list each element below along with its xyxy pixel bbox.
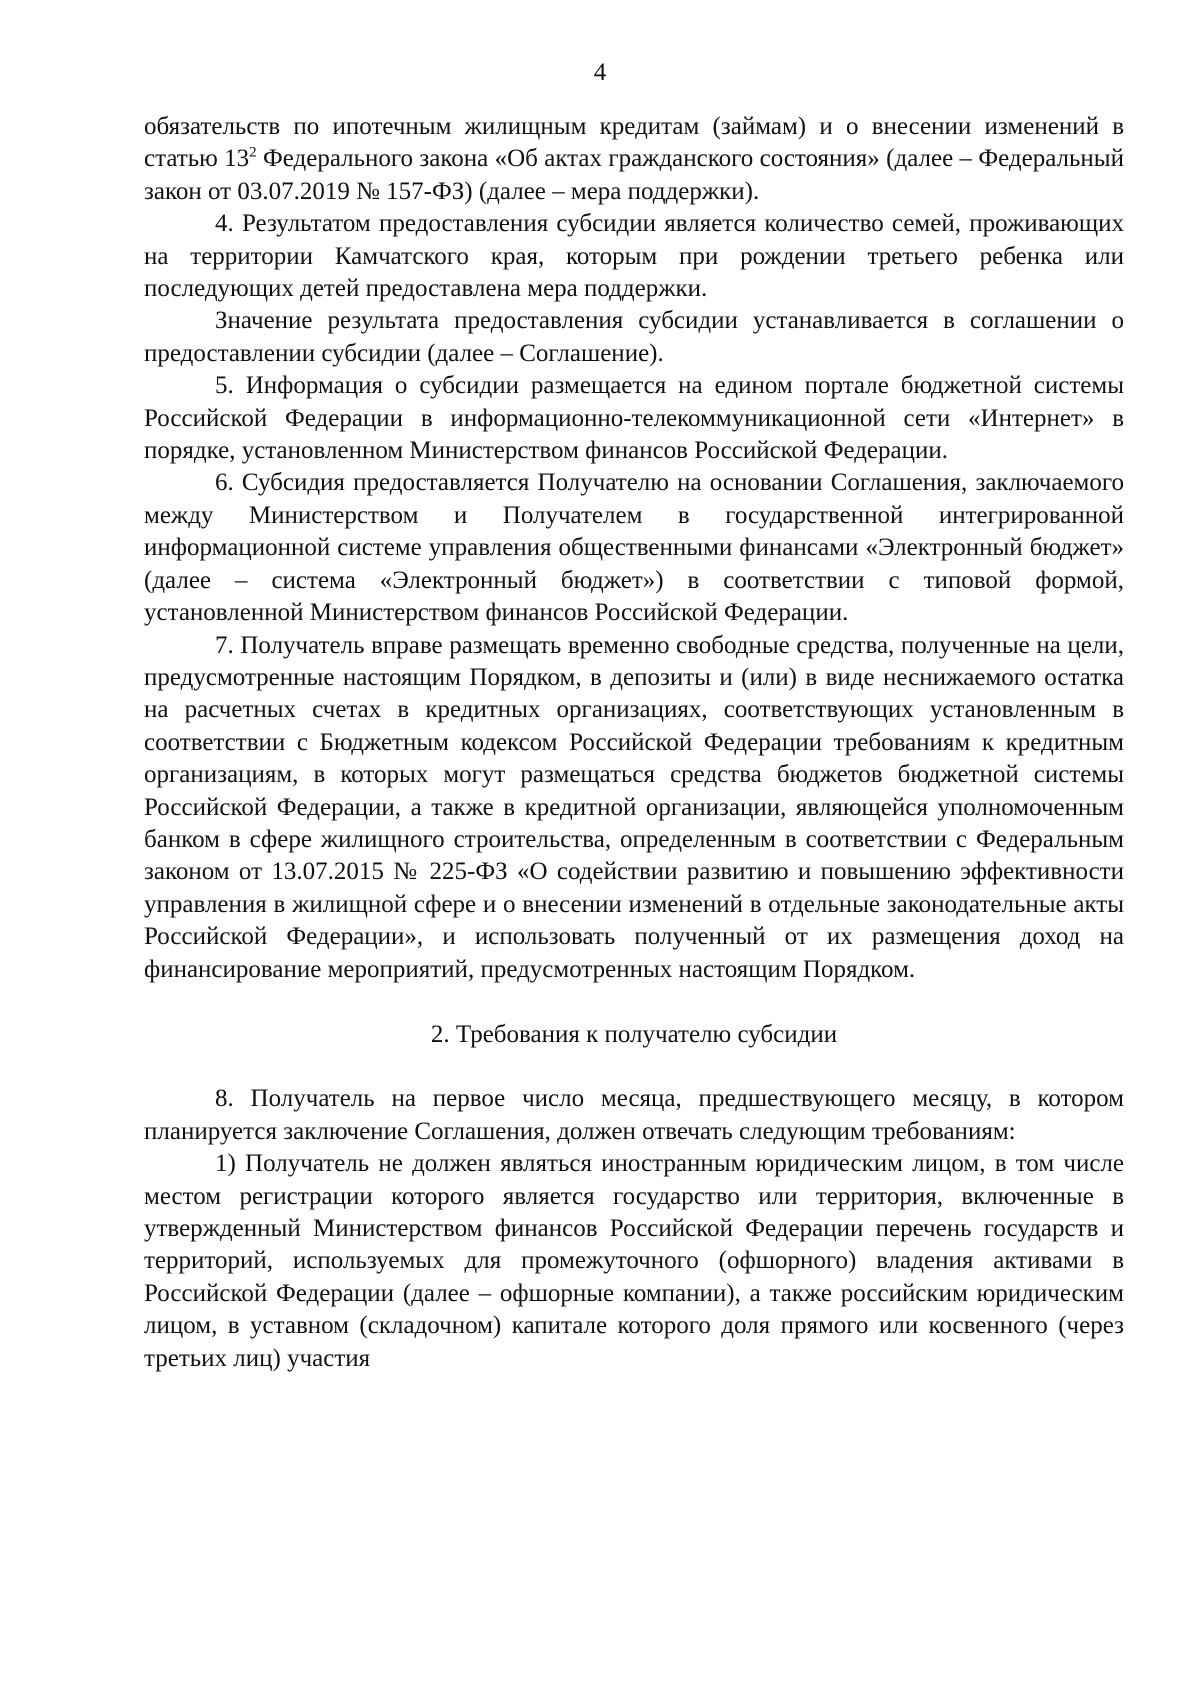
paragraph-4: 4. Результатом предоставления субсидии является количество семей, проживающих на территории Камчатского края, которым при рождении третьего ребенка или последующих детей предоставлена мера поддержки. (144, 210, 1124, 303)
paragraph-6: 6. Субсидия предоставляется Получателю на основании Соглашения, заключаемого между Министерством и Получателем в государственной интегрированной информационной системе управления общественными финансами «Электронный бюджет» (далее – система «Электронный бюджет») в соответствии с типовой формой, установленной Министерством финансов Российской Федерации. (144, 469, 1124, 627)
paragraph-4-value: Значение результата предоставления субсидии устанавливается в соглашении о предоставлении субсидии (далее – Соглашение). (144, 307, 1124, 367)
paragraph-5: 5. Информация о субсидии размещается на едином портале бюджетной системы Российской Федерации в информационно-телекоммуникационной сети «Интернет» в порядке, установленном Министерством финансов Российской Федерации. (144, 372, 1124, 465)
paragraph-8: 8. Получатель на первое число месяца, предшествующего месяцу, в котором планируется заключение Соглашения, должен отвечать следующим требованиям: (144, 1085, 1124, 1145)
paragraph-continuation (144, 111, 1124, 208)
paragraph-8-item-1: 1) Получатель не должен являться иностранным юридическим лицом, в том числе местом регистрации которого является государство или территория, включенные в утвержденный Министерством финансов Российской Федерации перечень государств и территорий, используемых для промежуточного (офшорного) владения активами в Российской Федерации (далее – офшорные компании), а также российским юридическим лицом, в уставном (складочном) капитале которого доля прямого или косвенного (через третьих лиц) участия (144, 1150, 1124, 1372)
document-body (144, 111, 1124, 1375)
section-heading: 2. Требования к получателю субсидии (430, 1020, 838, 1048)
paragraph-text: обязательств по ипотечным жилищным кредитам (займам) и о внесении изменений в статью 13 (144, 113, 1124, 173)
paragraph-text: Федерального закона «Об актах гражданского состояния» (далее – Федеральный закон от 03.07.2019 № 157-ФЗ) (далее – мера поддержки). (144, 145, 1124, 205)
paragraph-7: 7. Получатель вправе размещать временно свободные средства, полученные на цели, предусмотренные настоящим Порядком, в депозиты и (или) в виде неснижаемого остатка на расчетных счетах в кредитных организациях, соответствующих установленным в соответствии с Бюджетным кодексом Российской Федерации требованиям к кредитным организациям, в которых могут размещаться средства бюджетов бюджетной системы Российской Федерации, а также в кредитной организации, являющейся уполномоченным банком в сфере жилищного строительства, определенным в соответствии с Федеральным законом от 13.07.2015 № 225-ФЗ «О содействии развитию и повышению эффективности управления в жилищной сфере и о внесении изменений в отдельные законодательные акты Российской Федерации», и использовать полученный от их размещения доход на финансирование мероприятий, предусмотренных настоящим Порядком. (144, 631, 1124, 983)
page-number: 4 (593, 59, 607, 86)
superscript-index: 2 (249, 145, 257, 162)
